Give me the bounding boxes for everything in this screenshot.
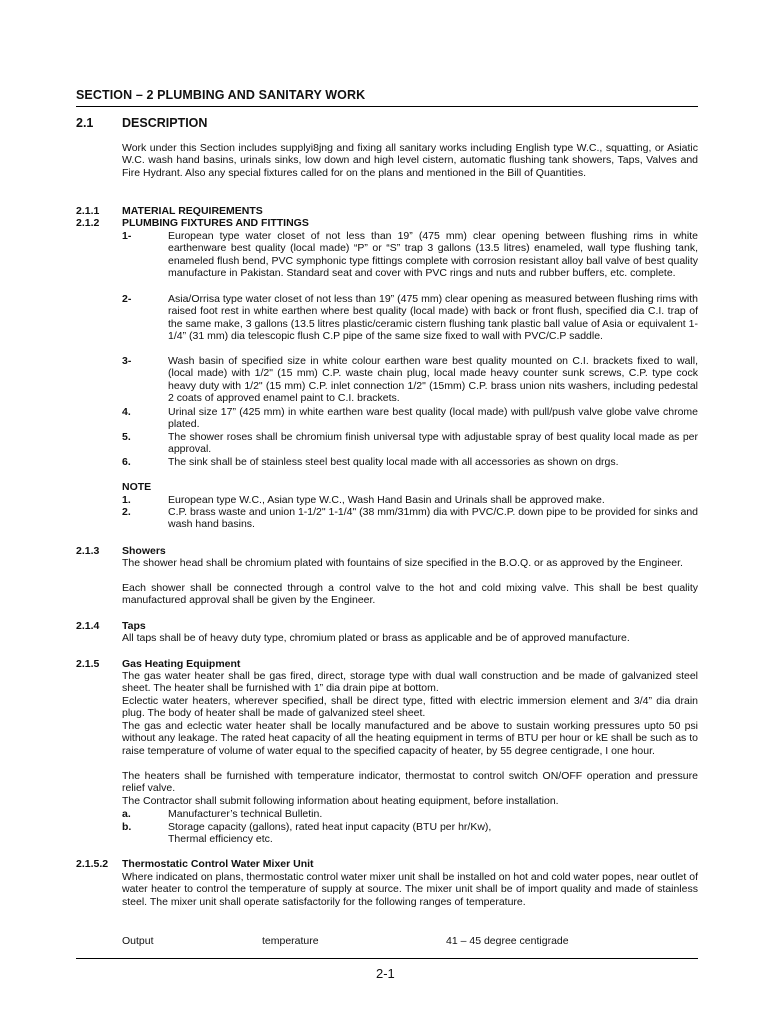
item-text: European type W.C., Asian type W.C., Wash Hand Basin and Urinals shall be approved make. [168, 494, 605, 506]
note-item [122, 506, 698, 531]
list-item [122, 230, 698, 280]
list-item [122, 406, 698, 431]
mixer-paragraph: Where indicated on plans, thermostatic control water mixer unit shall be installed on hot and cold water popes, near outlet of water heater to control the temperature of supply at source. The mixer unit shall be of import quality and made of stainless steel. The mixer unit shall operate satisfactorily for the following ranges of temperature. [122, 871, 698, 908]
top-rule [76, 106, 698, 107]
note-item [122, 494, 698, 506]
item-marker: 1. [122, 494, 131, 506]
item-text: Storage capacity (gallons), rated heat input capacity (BTU per hr/Kw), Thermal efficiency etc. [168, 821, 492, 846]
number-2-1-3: 2.1.3 [76, 545, 100, 557]
item-text: C.P. brass waste and union 1-1/2" 1-1/4" (38 mm/31mm) dia with PVC/C.P. down pipe to be provided for sinks and wash hand basins. [168, 506, 699, 531]
section-title: SECTION – 2 PLUMBING AND SANITARY WORK [76, 88, 366, 102]
gas-paragraph-5: The Contractor shall submit following information about heating equipment, before installation. [122, 795, 559, 807]
heading-mixer-unit: Thermostatic Control Water Mixer Unit [122, 858, 314, 870]
page-number: 2-1 [376, 966, 395, 981]
list-item [122, 431, 698, 456]
item-marker: 4. [122, 406, 131, 418]
heading-showers: Showers [122, 545, 166, 557]
gas-paragraph-1: The gas water heater shall be gas fired, direct, storage type with dual wall construction and be made of galvanized steel sheet. The heater shall be furnished with 1” dia drain pipe at bottom. [122, 670, 698, 695]
item-text: Asia/Orrisa type water closet of not less than 19” (475 mm) clear opening as measured between flushing rims with raised foot rest in white earthen where best quality (local made) with back or front flush, specified dia C.I. trap of the same make, 3 gallons (13.5 litres plastic/ceramic cistern flushing tank plastic ball value of Asia or equivalent 1-1/4” (31 mm) dia telescopic flush C.P pipe of the same size fixed to wall with PVC/C.P saddle. [168, 293, 698, 343]
item-marker: 2. [122, 506, 131, 518]
heading-material-requirements: MATERIAL REQUIREMENTS [122, 205, 263, 217]
item-marker: 3- [122, 355, 132, 367]
taps-paragraph: All taps shall be of heavy duty type, chromium plated or brass as applicable and be of approved manufacture. [122, 632, 630, 644]
gas-paragraph-4: The heaters shall be furnished with temperature indicator, thermostat to control switch ON/OFF operation and pressure relief valve. [122, 770, 698, 795]
item-text: The sink shall be of stainless steel best quality local made with all accessories as shown on drgs. [168, 456, 619, 468]
list-item [122, 821, 502, 846]
list-item [122, 293, 698, 343]
item-text: Urinal size 17” (425 mm) in white earthen ware best quality (local made) with pull/push valve globe valve chrome plated. [168, 406, 698, 431]
note-label: NOTE [122, 481, 152, 493]
number-2-1-5: 2.1.5 [76, 658, 100, 670]
showers-paragraph-2: Each shower shall be connected through a control valve to the hot and cold mixing valve. This shall be best quality manufactured approval shall be given by the Engineer. [122, 582, 698, 607]
output-range: 41 – 45 degree centigrade [446, 935, 569, 947]
list-item [122, 355, 698, 405]
heading-plumbing-fixtures: PLUMBING FIXTURES AND FITTINGS [122, 217, 309, 229]
number-2-1-1: 2.1.1 [76, 205, 100, 217]
gas-paragraph-3: The gas and eclectic water heater shall be locally manufactured and be above to sustain working pressures upto 50 psi without any leakage. The rated heat capacity of all the heating equipment in terms of BTU per hour or kE shall be such as to raise temperature of volume of water equal to the specified capacity of heater, by 55 degree centigrade, I one hour. [122, 720, 698, 757]
item-marker: 2- [122, 293, 132, 305]
showers-paragraph-1: The shower head shall be chromium plated with fountains of size specified in the B.O.Q. or as approved by the Engineer. [122, 557, 683, 569]
heading-taps: Taps [122, 620, 146, 632]
list-item [122, 808, 698, 820]
item-marker: a. [122, 808, 131, 820]
item-marker: 6. [122, 456, 131, 468]
item-text: Manufacturer’s technical Bulletin. [168, 808, 323, 820]
number-2-1-4: 2.1.4 [76, 620, 100, 632]
gas-paragraph-2: Eclectic water heaters, wherever specified, shall be direct type, fitted with electric immersion element and 3/4” dia drain plug. The body of heater shall be made of galvanized steel sheet. [122, 695, 698, 720]
item-text: The shower roses shall be chromium finish universal type with adjustable spray of best quality local made as per approval. [168, 431, 698, 456]
item-text: Wash basin of specified size in white colour earthen ware best quality mounted on C.I. brackets fixed to wall, (local made) with 1/2" (15 mm) C.P. waste chain plug, local made heavy counter sunk screws, C.P. type cock heavy duty with 1/2" (15 mm) C.P. inlet connection 1/2" (15mm) C.P. brass union nits washers, including pedestal 2 coats of approved enamel paint to C.I. brackets. [168, 355, 698, 405]
number-2-1-5-2: 2.1.5.2 [76, 858, 109, 870]
number-2-1-2: 2.1.2 [76, 217, 100, 229]
heading-title: DESCRIPTION [122, 116, 208, 130]
heading-gas-heating: Gas Heating Equipment [122, 658, 241, 670]
item-marker: b. [122, 821, 132, 833]
output-temperature-label: temperature [262, 935, 319, 947]
description-paragraph: Work under this Section includes supplyi8jng and fixing all sanitary works including English type W.C., squatting, or Asiatic W.C. wash hand basins, urinals sinks, low down and high level cistern, automatic flushing tank showers, Taps, Valves and Fire Hydrant. Also any special fixtures called for on the plans and mentioned in the Bill of Quantities. [122, 142, 698, 179]
heading-number: 2.1 [76, 116, 94, 130]
item-marker: 5. [122, 431, 131, 443]
item-marker: 1- [122, 230, 132, 242]
list-item [122, 456, 698, 468]
heading-2-1 [76, 116, 207, 130]
bottom-rule [76, 958, 698, 959]
item-text: European type water closet of not less than 19” (475 mm) clear opening between flushing rims in white earthenware best quality (local made) “P” or “S” trap 3 gallons (13.5 litres) enameled, wall type flushing tank, enameled flush bend, PVC symphonic type fittings complete with corrosion resistant alloy ball valve of best quality manufacture in Pakistan. Standard seat and cover with PVC rings and nuts and rubber buffers, etc. complete. [168, 230, 698, 280]
output-label: Output [122, 935, 154, 947]
